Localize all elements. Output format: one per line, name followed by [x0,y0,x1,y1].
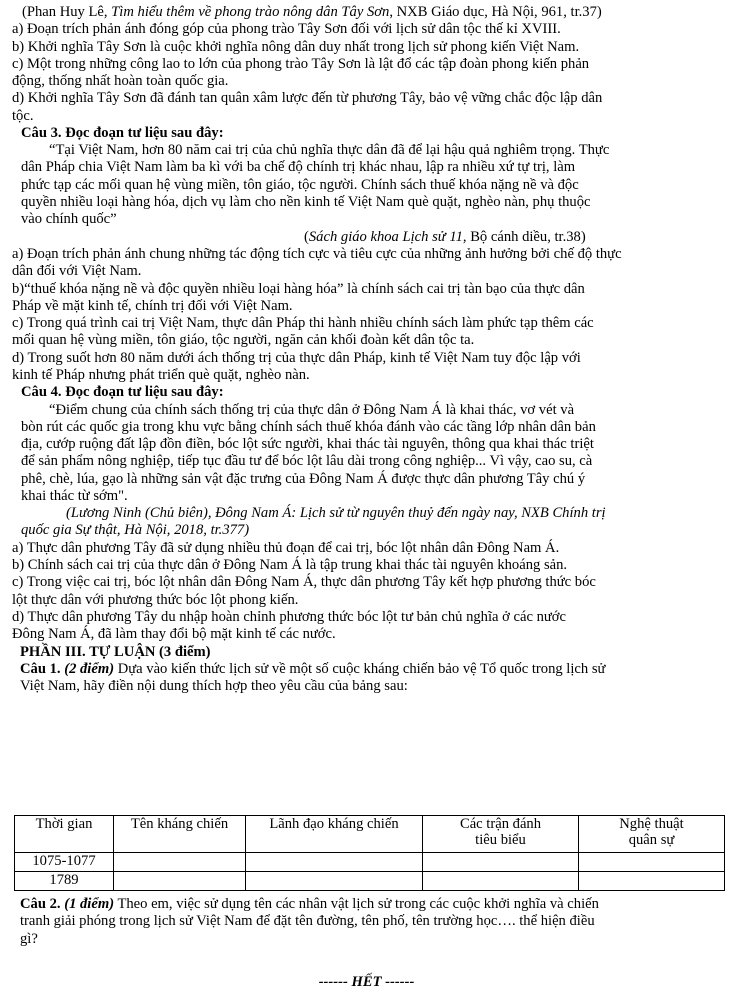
statement-d-cont: tộc. [12,108,34,124]
passage-line: “Điểm chung của chính sách thống trị của thực dân ở Đông Nam Á là khai thác, vơ vét và [49,402,575,418]
question-3-heading: Câu 3. Đọc đoạn tư liệu sau đây: [21,125,224,141]
citation-text: ( [304,229,309,245]
answer-table [14,815,725,891]
question-4-heading: Câu 4. Đọc đoạn tư liệu sau đây: [21,384,224,400]
statement-b: b) Khởi nghĩa Tây Sơn là cuộc khởi nghĩa nông dân duy nhất trong lịch sử phong kiến Việt Nam. [12,39,580,55]
header-cell: Tên kháng chiến [114,816,246,853]
statement-a: a) Thực dân phương Tây đã sử dụng nhiều thủ đoạn để cai trị, bóc lột nhân dân Đông Nam Á. [12,540,560,556]
statement-c-cont: mối quan hệ vùng miền, tôn giáo, tộc người, ngăn cản khối đoàn kết dân tộc ta. [12,332,475,348]
passage-line: dân Pháp chia Việt Nam làm ba kì với ba chế độ chính trị khác nhau, lập ra nhiều xứ tự trị, làm [21,159,576,175]
answer-cell[interactable] [423,853,579,872]
citation-title: Sách giáo khoa Lịch sử 11 [308,229,463,245]
statement-d: d) Thực dân phương Tây du nhập hoàn chỉnh phương thức bóc lột tư bản chủ nghĩa ở các nước [12,609,566,625]
source-citation-2 [304,229,586,246]
answer-cell[interactable] [246,872,423,891]
header-cell: Thời gian [15,816,114,853]
statement-d-cont: kinh tế Pháp nhưng phát triển què quặt, nghèo nàn. [12,367,310,383]
passage-line: vào chính quốc” [21,211,117,227]
answer-cell[interactable] [579,872,725,891]
citation-text: (Phan Huy Lê, [22,4,112,20]
passage-line: phê, chè, lúa, gạo là những sản vật đặc trưng của Đông Nam Á được thực dân phương Tây chú ý [21,471,586,487]
end-marker: ------ HẾT ------ [318,974,415,990]
statement-d: d) Trong suốt hơn 80 năm dưới ách thống trị của thực dân Pháp, kinh tế Việt Nam tuy độc lập với [12,350,581,366]
header-cell-line: Nghệ thuật [619,816,684,832]
essay-question-2 [20,896,599,913]
statement-b: b)“thuế khóa nặng nề và độc quyền nhiều loại hàng hóa” là chính sách cai trị tàn bạo của thực dân [12,281,585,297]
header-cell-line: Các trận đánh [459,816,542,832]
time-cell: 1075-1077 [15,853,114,872]
essay-question-1-cont: Việt Nam, hãy điền nội dung thích hợp theo yêu cầu của bảng sau: [20,678,408,694]
passage-line: phức tạp các mối quan hệ vùng miền, tôn giáo, tộc người. Chính sách thuế khóa nặng nề và độc [21,177,579,193]
answer-cell[interactable] [579,853,725,872]
table-row [15,872,725,891]
essay-question-1 [20,661,605,678]
source-citation-1 [22,4,602,21]
passage-line: “Tại Việt Nam, hơn 80 năm cai trị của chủ nghĩa thực dân đã để lại hậu quả nghiêm trọng. Thực [49,142,610,158]
statement-c-cont: động, thống nhất hoàn toàn quốc gia. [12,73,229,89]
table-row [15,853,725,872]
header-cell: Lãnh đạo kháng chiến [246,816,423,853]
statement-c: c) Trong quá trình cai trị Việt Nam, thực dân Pháp thi hành nhiều chính sách làm phức tạp thêm các [12,315,594,331]
statement-d: d) Khởi nghĩa Tây Sơn đã đánh tan quân xâm lược đến từ phương Tây, bảo vệ vững chắc độc lập dân [12,90,603,106]
statement-a-cont: dân đối với Việt Nam. [12,263,142,279]
citation-text: , NXB Giáo dục, Hà Nội, 961, tr.37) [389,4,602,20]
statement-b: b) Chính sách cai trị của thực dân ở Đông Nam Á là tập trung khai thác tài nguyên khoáng sản. [12,557,568,573]
passage-line: quyền nhiều loại hàng hóa, dịch vụ làm cho nền kinh tế Việt Nam què quặt, nghèo nàn, phụ thuộc [21,194,591,210]
answer-cell[interactable] [114,872,246,891]
statement-c: c) Trong việc cai trị, bóc lột nhân dân Đông Nam Á, thực dân phương Tây kết hợp phương thức bóc [12,574,596,590]
passage-line: bòn rút các quốc gia trong khu vực bằng chính sách thuế khóa đánh vào các tầng lớp nhân dân bản [21,419,596,435]
essay-question-2-cont: gì? [20,931,38,947]
statement-c: c) Một trong những công lao to lớn của phong trào Tây Sơn là lật đổ các tập đoàn phong kiến phản [12,56,590,72]
question-points: (1 điểm) [64,896,115,912]
question-text: Dựa vào kiến thức lịch sử về một số cuộc kháng chiến bảo vệ Tổ quốc trong lịch sử [114,661,606,677]
statement-b-cont: Pháp về mặt kinh tế, chính trị đối với Việt Nam. [12,298,293,314]
question-text: Theo em, việc sử dụng tên các nhân vật lịch sử trong các cuộc khởi nghĩa và chiến [114,896,599,912]
answer-cell[interactable] [423,872,579,891]
question-number: Câu 2. [20,896,65,912]
passage-line: khai thác từ sớm". [21,488,128,504]
time-cell: 1789 [15,872,114,891]
header-cell-line: quân sự [628,832,675,848]
table-header-row [15,816,725,853]
question-number: Câu 1. [20,661,65,677]
citation-text: , Bộ cánh diều, tr.38) [462,229,586,245]
statement-a: a) Đoạn trích phản ánh chung những tác động tích cực và tiêu cực của những ảnh hưởng bởi chế độ thực [12,246,622,262]
header-cell-line: tiêu biểu [475,832,526,848]
part-3-heading: PHẦN III. TỰ LUẬN (3 điểm) [20,644,211,660]
citation-title: Tìm hiểu thêm về phong trào nông dân Tây Sơn [111,4,390,20]
answer-cell[interactable] [114,853,246,872]
statement-a: a) Đoạn trích phản ánh đóng góp của phong trào Tây Sơn đối với lịch sử dân tộc thế kỉ XVIII. [12,21,561,37]
answer-cell[interactable] [246,853,423,872]
source-citation-3-cont: quốc gia Sự thật, Hà Nội, 2018, tr.377) [21,522,250,538]
header-cell [579,816,725,853]
header-cell [423,816,579,853]
essay-question-2-cont: tranh giải phóng trong lịch sử Việt Nam để đặt tên đường, tên phố, tên trường học…. thể hiện điều [20,913,595,929]
source-citation-3: (Lương Ninh (Chủ biên), Đông Nam Á: Lịch sử từ nguyên thuỷ đến ngày nay, NXB Chính trị [66,505,606,521]
statement-d-cont: Đông Nam Á, đã làm thay đổi bộ mặt kinh tế các nước. [12,626,336,642]
passage-line: để sản phẩm nông nghiệp, tiếp tục đầu tư để bóc lột lâu dài trong công nghiệp... Vì vậy, cao su, cà [21,453,593,469]
statement-c-cont: lột thực dân với phương thức bóc lột phong kiến. [12,592,299,608]
question-points: (2 điểm) [64,661,115,677]
passage-line: địa, cướp ruộng đất lập đồn điền, bóc lột sức người, khai thác tài nguyên, thông qua khai thác triệt [21,436,594,452]
